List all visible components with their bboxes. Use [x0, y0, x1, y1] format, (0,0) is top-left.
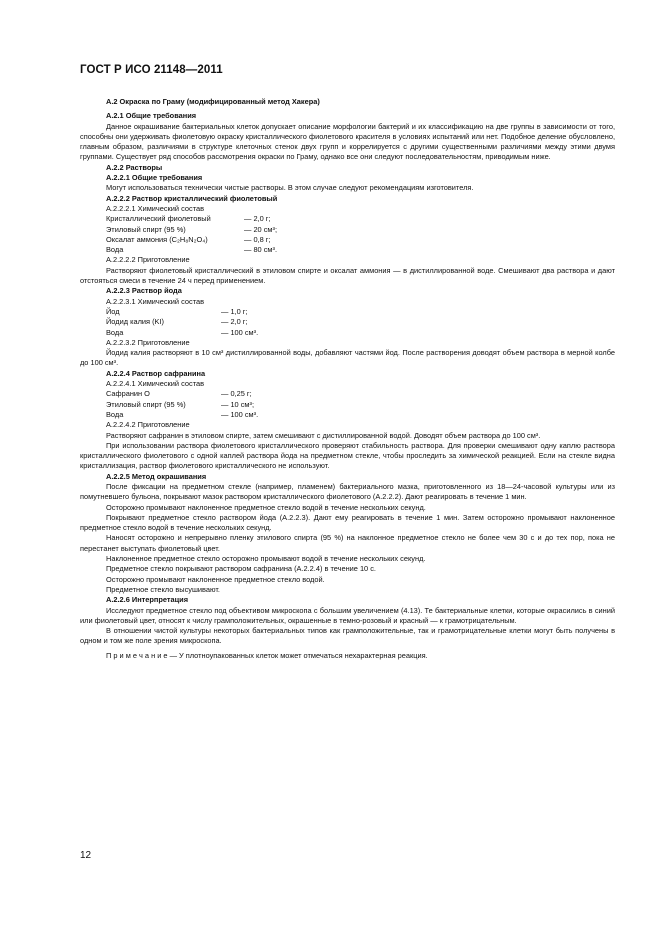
composition-row: Йодид калия (KI) — 2,0 г;: [106, 317, 248, 327]
section-a21-text: Данное окрашивание бактериальных клеток допускает описание морфологии бактерий и их классификацию на две группы в зависимости от того, способны они удерживать фиолетовую окраску кристаллического фиолетового красителя в условиях испытаний или нет. Подобное деление обусловлено, главным образом, различиями в структуре клеточных стенок двух групп и коррелируется с другими существенными различиями между этими двумя группами. Существует ряд способов рассмотрения окраски по Граму, однако все они следуют последовательностям, приводимым ниже.: [80, 121, 615, 162]
section-a22-heading: A.2.2 Растворы: [106, 162, 163, 172]
composition-row: Вода — 80 см³.: [106, 245, 278, 255]
method-step: Наклоненное предметное стекло осторожно промывают водой в течение нескольких секунд.: [106, 554, 426, 564]
section-a2222-text: Растворяют фиолетовый кристаллический в этиловом спирте и оксалат аммония — в дистиллированной воде. Смешивают два раствора и дают отстояться смеси в течение 24 ч перед применением.: [80, 265, 615, 286]
section-a2242-heading: A.2.2.4.2 Приготовление: [106, 420, 190, 430]
composition-row: Оксалат аммония (C₂H₈N₂O₄) — 0,8 г;: [106, 234, 271, 244]
composition-row: Вода — 100 см³.: [106, 327, 259, 337]
composition-row: Вода — 100 см³.: [106, 409, 259, 419]
section-a221-text: Могут использоваться технически чистые растворы. В этом случае следуют рекомендациям изготовителя.: [106, 183, 474, 193]
method-step: Предметное стекло высушивают.: [106, 584, 220, 594]
composition-row: Йод — 1,0 г;: [106, 306, 248, 316]
section-a223-heading: A.2.2.3 Раствор йода: [106, 286, 182, 296]
section-a2-heading: A.2 Окраска по Граму (модифицированный метод Хакера): [106, 97, 320, 106]
section-a21-heading: A.2.1 Общие требования: [106, 111, 197, 121]
method-step: Покрывают предметное стекло раствором йода (А.2.2.3). Дают ему реагировать в течение 1 мин. Затем осторожно промывают наклоненное предметное стекло водой в течение нескольких секунд.: [80, 512, 615, 533]
composition-row: Этиловый спирт (95 %) — 10 см³;: [106, 399, 255, 409]
section-a2222-heading: A.2.2.2.2 Приготовление: [106, 255, 190, 265]
composition-row: Этиловый спирт (95 %) — 20 см³;: [106, 224, 278, 234]
method-step: После фиксации на предметном стекле (например, пламенем) бактериального мазка, приготовленного из 18—24-часовой культуры или из помутневшего бульона, покрывают мазок раствором кристаллического фиолетового (А.2.2.2). Дают реагировать в течение 1 мин.: [80, 481, 615, 502]
method-step: Предметное стекло покрывают раствором сафранина (А.2.2.4) в течение 10 с.: [106, 564, 376, 574]
section-a221-heading: A.2.2.1 Общие требования: [106, 173, 203, 183]
composition-row: Сафранин О — 0,25 г;: [106, 389, 252, 399]
standard-header: ГОСТ Р ИСО 21148—2011: [80, 64, 223, 76]
safranin-composition: [80, 389, 615, 420]
iodine-composition: [80, 307, 615, 338]
method-step: Наносят осторожно и непрерывно пленку этилового спирта (95 %) на наклонное предметное стекло не более чем 30 с и до тех пор, пока не перестанет выступать фиолетовый цвет.: [80, 533, 615, 553]
crystal-violet-composition: [80, 214, 615, 255]
method-step: Осторожно промывают наклоненное предметное стекло водой.: [106, 574, 325, 584]
section-a2242-text: Растворяют сафранин в этиловом спирте, затем смешивают с дистиллированной водой. Доводят объем раствора до 100 см³.: [106, 430, 541, 440]
section-a2232-heading: A.2.2.3.2 Приготовление: [106, 337, 190, 347]
section-a226-heading: A.2.2.6 Интерпретация: [106, 595, 189, 605]
section-a2232-text: Йодид калия растворяют в 10 см³ дистиллированной воды, добавляют частями йод. После растворения доводят объем раствора в мерной колбе до 100 см³.: [80, 348, 615, 368]
section-a2221-heading: A.2.2.2.1 Химический состав: [106, 203, 205, 213]
interpretation-text: Исследуют предметное стекло под объективом микроскопа с большим увеличением (4.13). Те бактериальные клетки, которые окрасились в синий или фиолетовый цвет, относят к числу грамположительных, окрашенные в темно-розовый и красный — к грамотрицательным.: [80, 605, 615, 625]
section-a225-heading: A.2.2.5 Метод окрашивания: [106, 471, 207, 481]
section-a222-heading: A.2.2.2 Раствор кристаллический фиолетовый: [106, 193, 278, 203]
method-step: Осторожно промывают наклоненное предметное стекло водой в течение нескольких секунд.: [106, 502, 426, 512]
interpretation-text: В отношении чистой культуры некоторых бактериальных типов как грамположительные, так и грамотрицательные клетки могут быть получены в одном и том же поле зрения микроскопа.: [80, 626, 615, 646]
note-label: П р и м е ч а н и е: [106, 650, 168, 660]
stability-text: При использовании раствора фиолетового кристаллического проверяют стабильность раствора. Для проверки смешивают одну каплю раствора кристаллического фиолетового с одной каплей раствора йода на предметном стекле, чтобы проследить за химической реакцией. Если на стекле видна кристаллизация, раствор фиолетового кристаллического не используют.: [80, 440, 615, 471]
page-number: 12: [80, 850, 92, 861]
composition-row: Кристаллический фиолетовый — 2,0 г;: [106, 214, 271, 224]
section-a224-heading: A.2.2.4 Раствор сафранина: [106, 368, 206, 378]
section-a2231-heading: A.2.2.3.1 Химический состав: [106, 296, 205, 306]
section-a2241-heading: A.2.2.4.1 Химический состав: [106, 379, 205, 389]
note: [80, 651, 615, 661]
document-body: [80, 97, 615, 661]
note-text: — У плотноупакованных клеток может отмечаться нехарактерная реакция.: [167, 650, 428, 660]
